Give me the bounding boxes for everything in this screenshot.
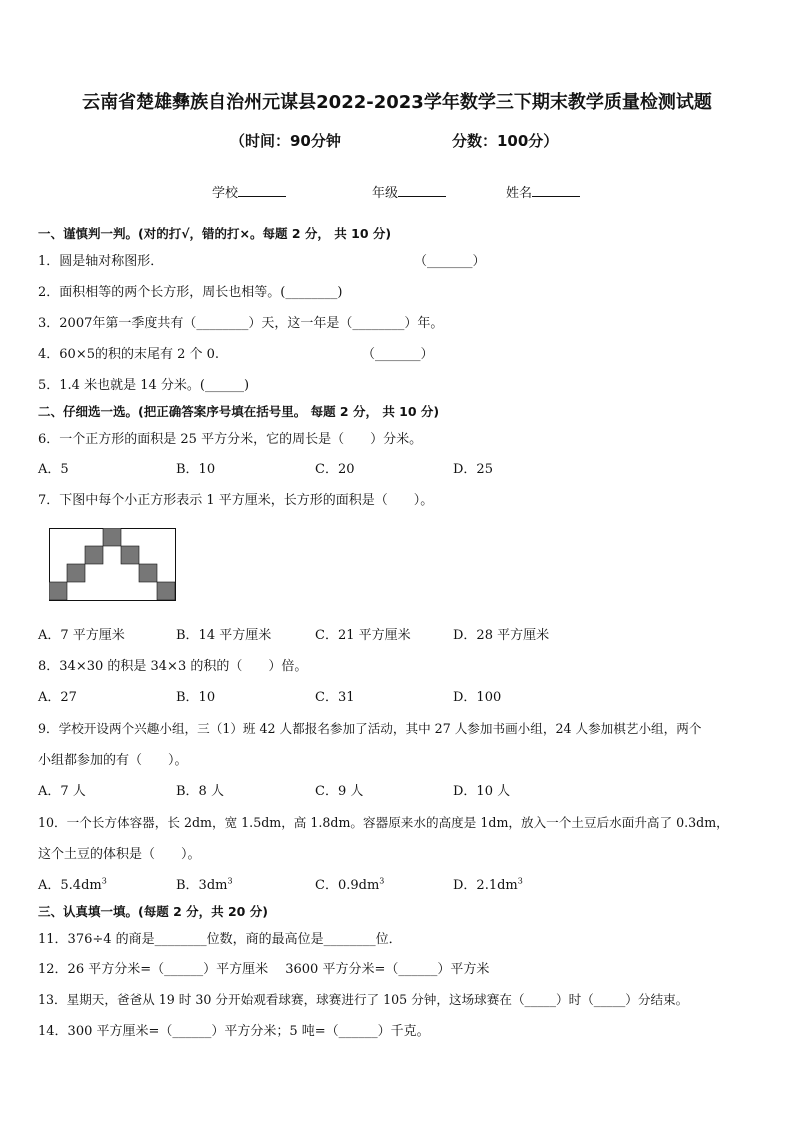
- question-10-line2: 这个土豆的体积是（ ）。: [38, 847, 201, 862]
- question-7: 7．下图中每个小正方形表示 1 平方厘米，长方形的面积是（ ）。: [38, 493, 434, 508]
- q6-option-c[interactable]: C．20: [315, 462, 355, 477]
- exam-score: 分数：100分）: [452, 132, 559, 150]
- question-10-line1: 10．一个长方体容器，长 2dm，宽 1.5dm，高 1.8dm。容器原来水的高度是 1dm，放入一个土豆后水面升高了 0.3dm，: [38, 815, 729, 830]
- cubic-sup: 3: [379, 876, 385, 886]
- q10-option-c[interactable]: [315, 874, 384, 893]
- grade-label: 年级: [372, 186, 399, 201]
- grade-blank[interactable]: [398, 184, 446, 197]
- question-1: 1．圆是轴对称图形．: [38, 254, 164, 269]
- section3-heading: 三、认真填一填。(每题 2 分，共 20 分): [38, 904, 268, 919]
- exam-time: （时间：90分钟: [230, 132, 341, 150]
- question-9-line1: 9．学校开设两个兴趣小组，三（1）班 42 人都报名参加了活动，其中 27 人参加书画小组，24 人参加棋艺小组，两个: [38, 721, 702, 736]
- name-label: 姓名: [506, 186, 533, 201]
- q9-option-b[interactable]: B．8 人: [176, 784, 224, 799]
- question-13: 13．星期天，爸爸从 19 时 30 分开始观看球赛，球赛进行了 105 分钟，这场球赛在（_____）时（_____）分结束。: [38, 992, 689, 1007]
- q7-option-b[interactable]: B．14 平方厘米: [176, 628, 272, 643]
- question-1-answer[interactable]: （_______）: [414, 254, 486, 269]
- question-4: 4．60×5的积的末尾有 2 个 0.: [38, 347, 220, 362]
- section2-heading: 二、仔细选一选。(把正确答案序号填在括号里。 每题 2 分， 共 10 分): [38, 404, 440, 419]
- q7-option-d[interactable]: D．28 平方厘米: [453, 628, 550, 643]
- school-blank[interactable]: [238, 184, 286, 197]
- q9-option-c[interactable]: C．9 人: [315, 784, 364, 799]
- cubic-sup: 3: [101, 876, 107, 886]
- question-4-answer[interactable]: （_______）: [362, 347, 434, 362]
- q6-option-a[interactable]: A．5: [38, 462, 69, 477]
- q8-option-b[interactable]: B．10: [176, 690, 216, 705]
- q10-option-d[interactable]: [453, 874, 523, 893]
- school-field: [212, 182, 286, 201]
- q6-option-d[interactable]: D．25: [453, 462, 493, 477]
- exam-title: 云南省楚雄彝族自治州元谋县2022-2023学年数学三下期末教学质量检测试题: [82, 92, 712, 113]
- question-14: 14．300 平方厘米=（______）平方分米；5 吨=（______）千克。: [38, 1024, 430, 1039]
- question-9-line2: 小组都参加的有（ ）。: [38, 753, 188, 768]
- q8-option-a[interactable]: A．27: [38, 690, 77, 705]
- school-label: 学校: [212, 186, 239, 201]
- q10-option-b[interactable]: [176, 874, 233, 893]
- q10-option-a[interactable]: [38, 874, 107, 893]
- question-3: 3．2007年第一季度共有（________）天，这一年是（________）年。: [38, 316, 444, 331]
- question-2: 2．面积相等的两个长方形，周长也相等。(________): [38, 285, 343, 300]
- q7-option-c[interactable]: C．21 平方厘米: [315, 628, 411, 643]
- q10-option-d-text: D．2.1dm: [453, 878, 518, 893]
- name-blank[interactable]: [532, 184, 580, 197]
- question-12: 12．26 平方分米=（______）平方厘米 3600 平方分米=（______）平方米: [38, 962, 490, 977]
- question-6: 6．一个正方形的面积是 25 平方分米，它的周长是（ ）分米。: [38, 432, 423, 447]
- question-8: 8．34×30 的积是 34×3 的积的（ ）倍。: [38, 659, 308, 674]
- cubic-sup: 3: [227, 876, 233, 886]
- q8-option-d[interactable]: D．100: [453, 690, 502, 705]
- q10-option-c-text: C．0.9dm: [315, 878, 380, 893]
- name-field: [506, 182, 580, 201]
- q7-option-a[interactable]: A．7 平方厘米: [38, 628, 125, 643]
- grade-field: [372, 182, 446, 201]
- q9-option-d[interactable]: D．10 人: [453, 784, 511, 799]
- cubic-sup: 3: [517, 876, 523, 886]
- q10-option-a-text: A．5.4dm: [38, 878, 102, 893]
- question-11: 11．376÷4 的商是________位数，商的最高位是________位．: [38, 932, 402, 947]
- question-5: 5．1.4 米也就是 14 分米。(______): [38, 378, 250, 393]
- q9-option-a[interactable]: A．7 人: [38, 784, 86, 799]
- section1-heading: 一、谨慎判一判。(对的打√，错的打×。每题 2 分， 共 10 分): [38, 226, 392, 241]
- q8-option-c[interactable]: C．31: [315, 690, 355, 705]
- staircase-figure: [49, 528, 177, 602]
- q6-option-b[interactable]: B．10: [176, 462, 216, 477]
- q10-option-b-text: B．3dm: [176, 878, 228, 893]
